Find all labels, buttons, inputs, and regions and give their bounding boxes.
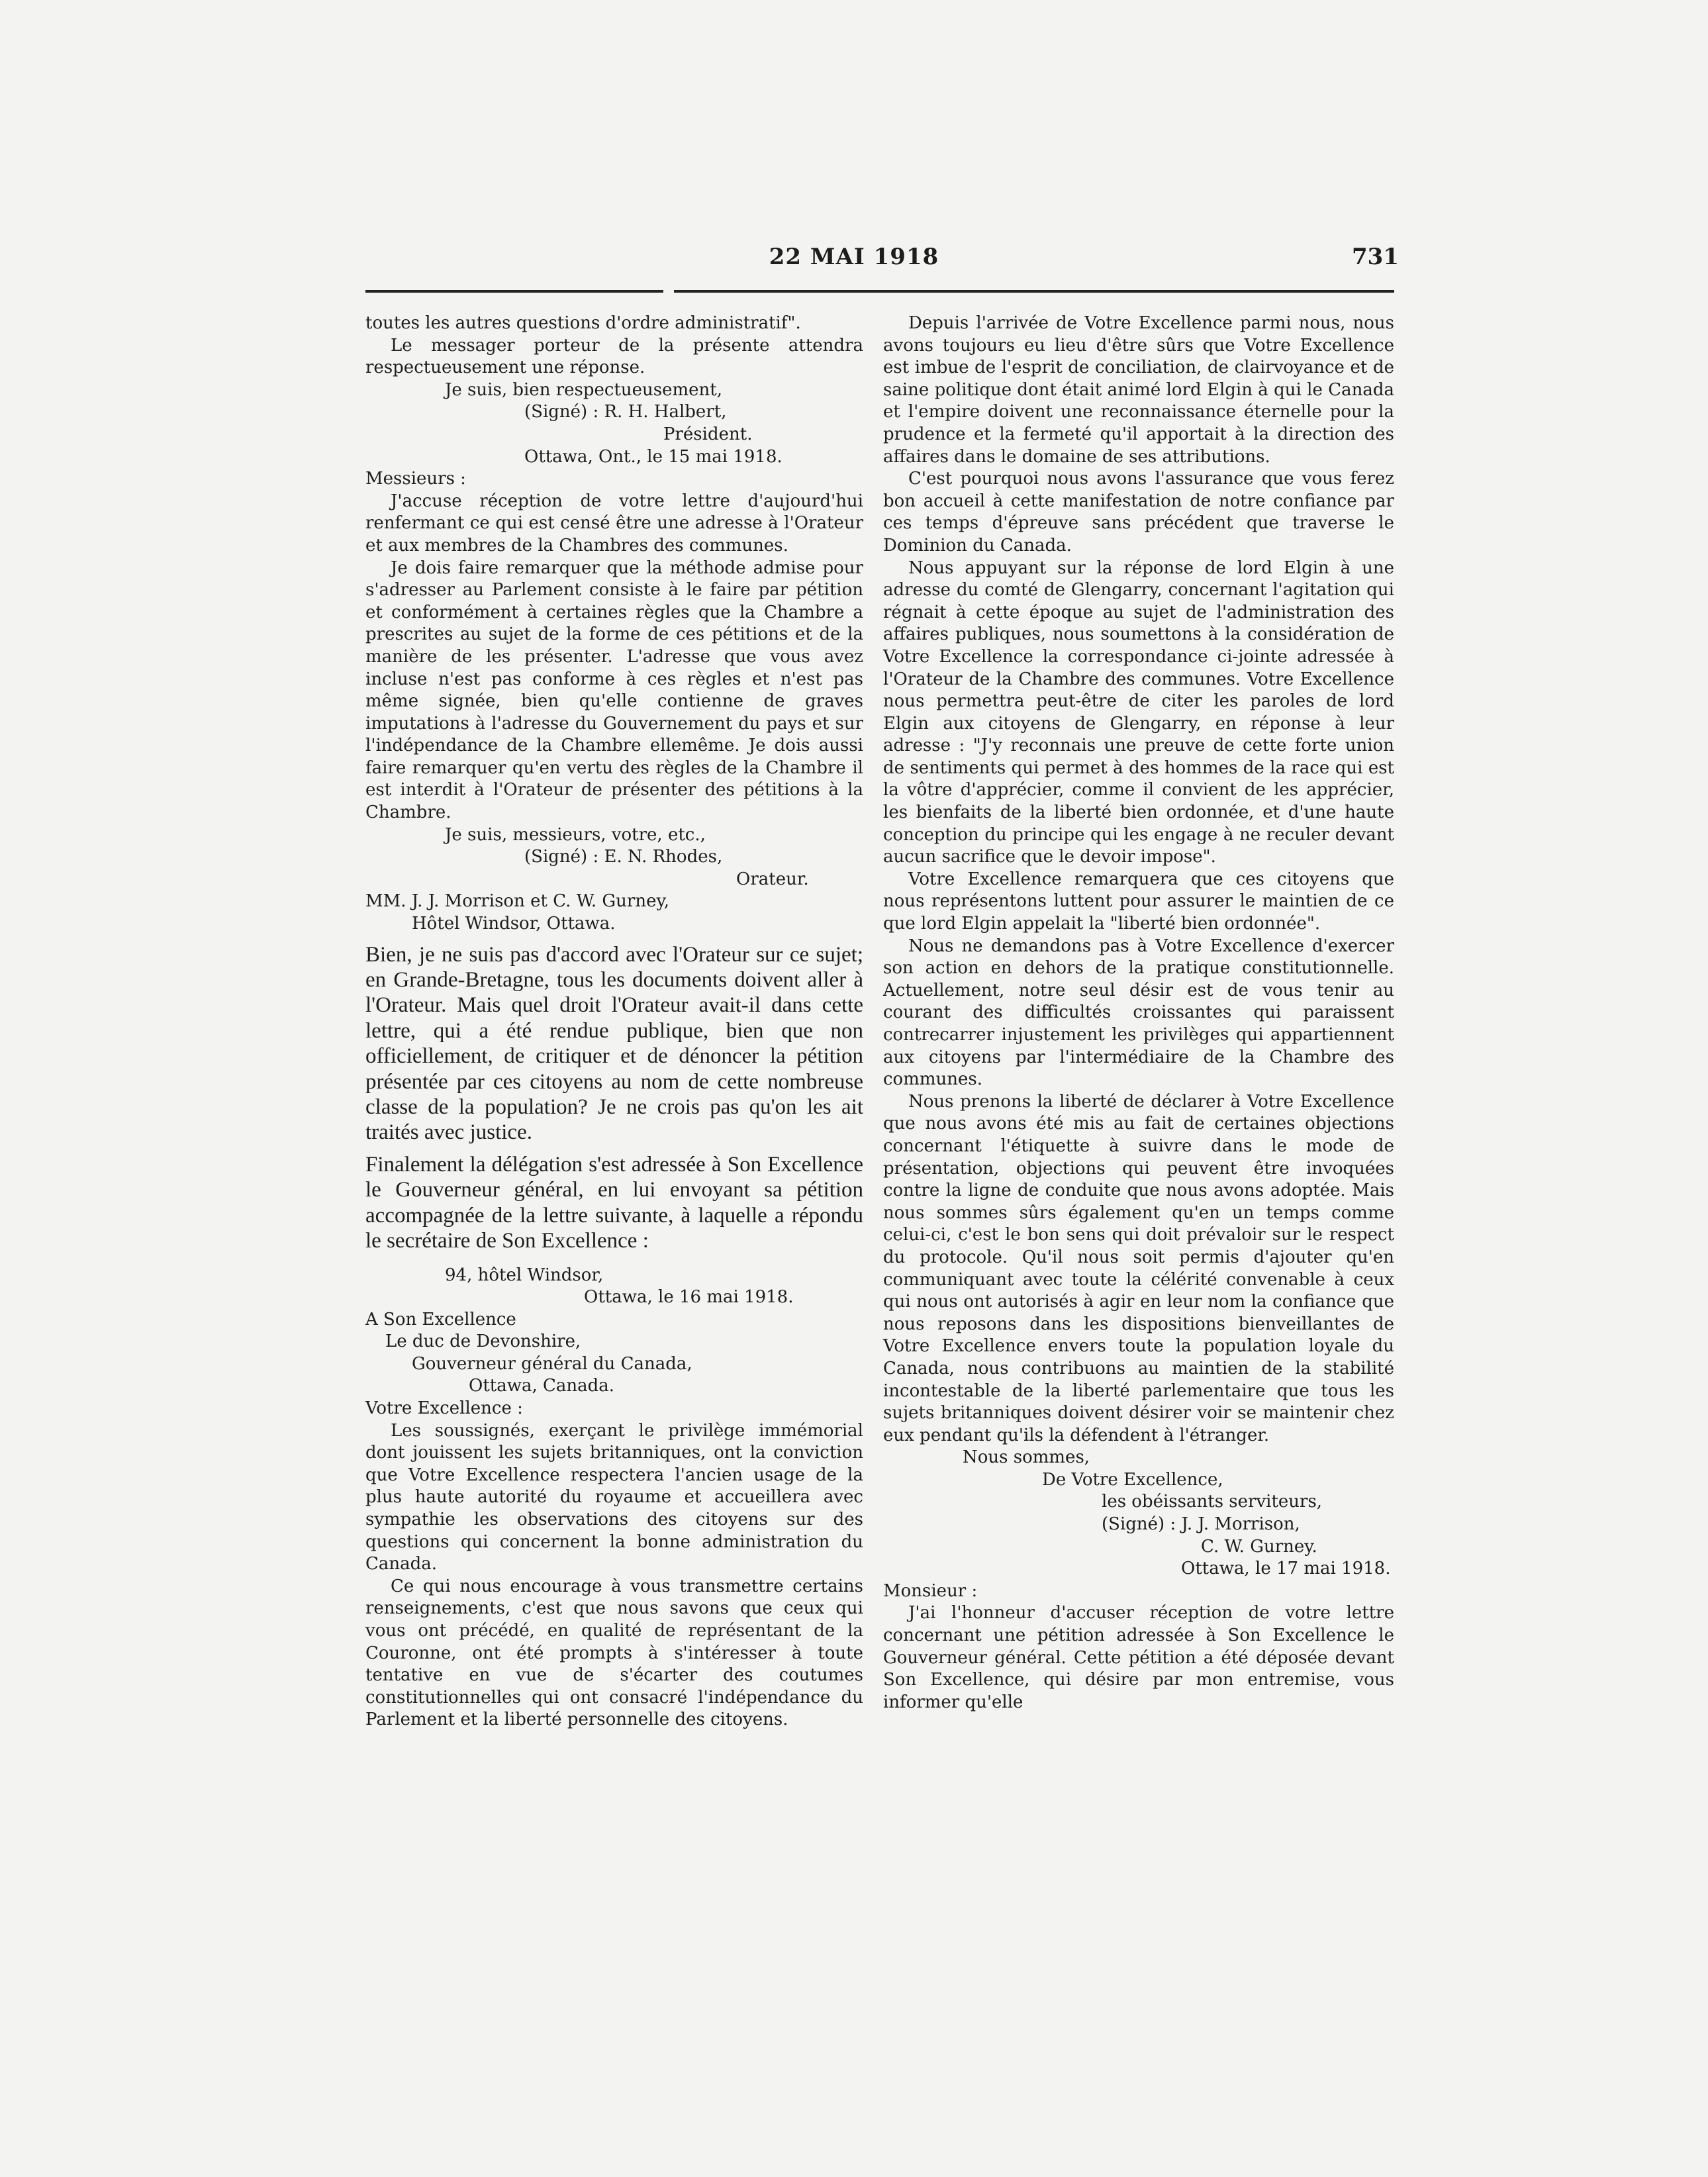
paragraph: Les soussignés, exerçant le privilège immémorial dont jouissent les sujets britanniques, ont la conviction que Votre Excellence respectera l'ancien usage de la plus haute autorité du royaume et accueillera avec sympathie les observations des citoyens sur des questions qui concernent la bonne administration du Canada.	[365, 1420, 863, 1574]
paragraph: Nous appuyant sur la réponse de lord Elgin à une adresse du comté de Glengarry, concernant l'agitation qui régnait à cette époque au sujet de l'administration des affaires publiques, nous soumettons à la considération de Votre Excellence la correspondance ci-jointe adressée à l'Orateur de la Chambre des communes. Votre Excellence nous permettra peut-être de citer les paroles de lord Elgin aux citoyens de Glengarry, en réponse à leur adresse : "J'y reconnais une preuve de cette forte union de sentiments qui permet à des hommes de la race qui est la vôtre d'apprécier, comme il convient de les apprécier, les bienfaits de la liberté bien ordonnée, et d'une haute conception du principe qui les engage à ne reculer devant aucun sacrifice que le devoir impose".	[883, 557, 1394, 867]
signature: (Signé) : R. H. Halbert,	[524, 402, 727, 422]
letter-place: 94, hôtel Windsor,	[445, 1265, 604, 1285]
letter-closing: Nous sommes,	[963, 1447, 1090, 1468]
recipient: Le duc de Devonshire,	[385, 1331, 581, 1352]
paragraph: C'est pourquoi nous avons l'assurance que vous ferez bon accueil à cette manifestation de notre confiance par ces temps d'épreuve sans précédent que traverse le Dominion du Canada.	[883, 469, 1394, 556]
left-column	[365, 313, 863, 1731]
signature: (Signé) : J. J. Morrison,	[1102, 1514, 1300, 1535]
paragraph: Ce qui nous encourage à vous transmettre certains renseignements, c'est que nous savons que ceux qui vous ont précédé, en qualité de représentant de la Couronne, ont été prompts à s'intéresser à toute tentative en vue de s'écarter des coutumes constitutionnelles qui ont consacré l'indépendance du Parlement et la liberté personnelle des citoyens.	[365, 1576, 863, 1730]
addressee: Hôtel Windsor, Ottawa.	[412, 914, 616, 934]
letter-closing: De Votre Excellence,	[1042, 1469, 1223, 1490]
header-rule-left	[365, 290, 663, 293]
speech-paragraph: Finalement la délégation s'est adressée à Son Excellence le Gouverneur général, en lui envoyant sa pétition accompagnée de la lettre suivante, à laquelle a répondu le secrétaire de Son Excellence :	[365, 1152, 863, 1253]
paragraph: J'ai l'honneur d'accuser réception de votre lettre concernant une pétition adressée à Son Excellence le Gouverneur général. Cette pétition a été déposée devant Son Excellence, qui désire par mon entremise, vous informer qu'elle	[883, 1603, 1394, 1712]
salutation: Votre Excellence :	[365, 1398, 523, 1419]
right-column	[883, 313, 1394, 1714]
signature: (Signé) : E. N. Rhodes,	[524, 847, 723, 867]
letter-closing: Je suis, messieurs, votre, etc.,	[445, 824, 706, 845]
header-rule-right	[674, 290, 1394, 293]
paragraph: Nous ne demandons pas à Votre Excellence d'exercer son action en dehors de la pratique constitutionnelle. Actuellement, notre seul désir est de vous tenir au courant des difficultés croissantes qui paraissent contrecarrer injustement les privilèges qui appartiennent aux citoyens par l'intermédiaire de la Chambre des communes.	[883, 936, 1394, 1090]
salutation: Messieurs :	[365, 469, 466, 489]
page-date: 22 MAI 1918	[769, 244, 939, 270]
paragraph: Le messager porteur de la présente attendra respectueusement une réponse.	[365, 335, 863, 378]
signature: C. W. Gurney.	[1201, 1536, 1317, 1557]
letter-closing: Je suis, bien respectueusement,	[445, 379, 723, 400]
paragraph: J'accuse réception de votre lettre d'aujourd'hui renfermant ce qui est censé être une adresse à l'Orateur et aux membres de la Chambres des communes.	[365, 491, 863, 556]
page-number: 731	[1352, 244, 1399, 270]
recipient: A Son Excellence	[365, 1309, 516, 1330]
recipient: Gouverneur général du Canada,	[412, 1353, 692, 1374]
signature-title: Orateur.	[736, 869, 809, 889]
paragraph: toutes les autres questions d'ordre administratif".	[365, 313, 801, 333]
signature-title: Président.	[663, 424, 753, 444]
paragraph: Depuis l'arrivée de Votre Excellence parmi nous, nous avons toujours eu lieu d'être sûrs que Votre Excellence est imbue de l'esprit de conciliation, de clairvoyance et de saine politique dont était animé lord Elgin à qui le Canada et l'empire doivent une reconnaissance éternelle pour la prudence et la fermeté qu'il apportait à la direction des affaires dans le domaine de ses attributions.	[883, 313, 1394, 467]
letter-date: Ottawa, le 16 mai 1918.	[584, 1287, 794, 1308]
salutation: Monsieur :	[883, 1580, 978, 1601]
paragraph: Je dois faire remarquer que la méthode admise pour s'adresser au Parlement consiste à le faire par pétition et conformément à certaines règles que la Chambre a prescrites au sujet de la forme de ces pétitions et de la manière de les présenter. L'adresse que vous avez incluse n'est pas conforme à ces règles et n'est pas même signée, bien qu'elle contienne de graves imputations à l'adresse du Gouvernement du pays et sur l'indépendance de la Chambre ellemême. Je dois aussi faire remarquer qu'en vertu des règles de la Chambre il est interdit à l'Orateur de présenter des pétitions à la Chambre.	[365, 557, 863, 823]
letter-date: Ottawa, Ont., le 15 mai 1918.	[524, 446, 783, 467]
addressee: MM. J. J. Morrison et C. W. Gurney,	[365, 891, 669, 912]
paragraph: Nous prenons la liberté de déclarer à Votre Excellence que nous avons été mis au fait de certaines objections concernant l'étiquette à suivre dans le mode de présentation, objections qui peuvent être invoquées contre la ligne de conduite que nous avons adoptée. Mais nous sommes sûrs également qu'en un temps comme celui-ci, c'est le bon sens qui doit prévaloir sur le respect du protocole. Qu'il nous soit permis d'ajouter qu'en communiquant avec toute la célérité convenable à ceux qui nous ont autorisés à agir en leur nom la confiance que nous reposons dans les dispositions bienveillantes de Votre Excellence envers toute la population loyale du Canada, nous contribuons au maintien de la stabilité incontestable de la liberté parlementaire que tous les sujets britanniques doivent désirer voir se maintenir chez eux pendant qu'ils la défendent à l'étranger.	[883, 1091, 1394, 1445]
recipient: Ottawa, Canada.	[469, 1376, 615, 1396]
letter-date: Ottawa, le 17 mai 1918.	[1181, 1559, 1391, 1579]
paragraph: Votre Excellence remarquera que ces citoyens que nous représentons luttent pour assurer le maintien de ce que lord Elgin appelait la "liberté bien ordonnée".	[883, 869, 1394, 934]
letter-closing: les obéissants serviteurs,	[1102, 1492, 1323, 1512]
speech-paragraph: Bien, je ne suis pas d'accord avec l'Orateur sur ce sujet; en Grande-Bretagne, tous les documents doivent aller à l'Orateur. Mais quel droit l'Orateur avait-il dans cette lettre, qui a été rendue publique, bien que non officiellement, de critiquer et de dénoncer la pétition présentée par ces citoyens au nom de cette nombreuse classe de la population? Je ne crois pas qu'on les ait traités avec justice.	[365, 942, 863, 1145]
